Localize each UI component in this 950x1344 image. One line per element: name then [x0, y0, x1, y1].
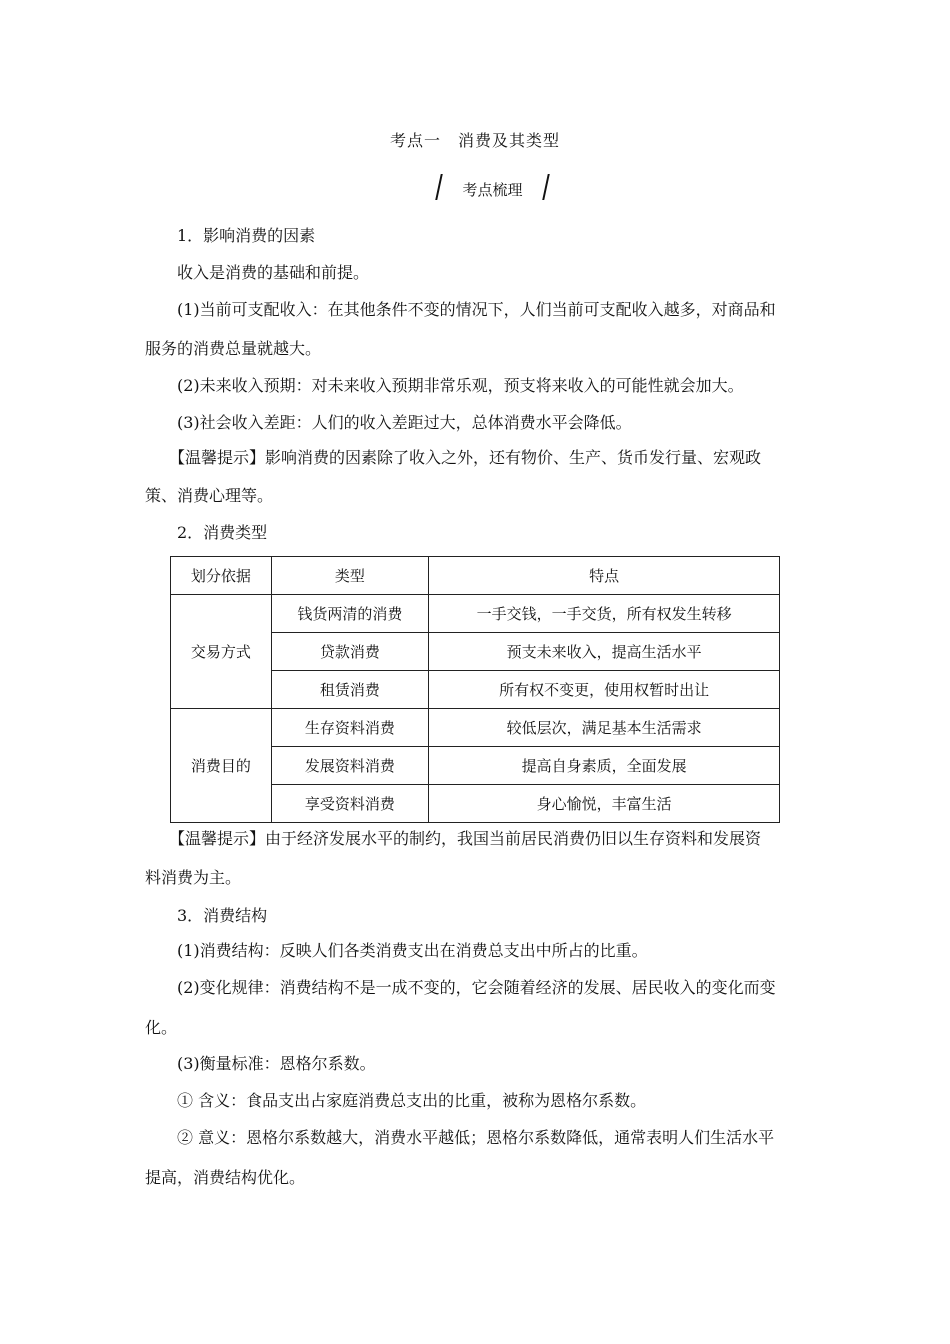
page-title: 考点一 消费及其类型 [389, 131, 560, 150]
table-type-cell: 享受资料消费 [271, 785, 428, 823]
paragraph-current-income-2: 服务的消费总量就越大。 [145, 339, 322, 358]
section-banner [430, 174, 555, 204]
banner-slash-left [435, 174, 443, 200]
table-feature-cell: 身心愉悦，丰富生活 [429, 785, 780, 823]
heading-consumption-factors: 1．影响消费的因素 [177, 226, 316, 245]
section-label: 考点梳理 [462, 180, 523, 199]
table-type-cell: 贷款消费 [271, 633, 428, 671]
table-basis-cell: 交易方式 [171, 595, 272, 709]
paragraph-structure-def: (1)消费结构：反映人们各类消费支出在消费总支出中所占的比重。 [177, 941, 648, 960]
paragraph-current-income-1: (1)当前可支配收入：在其他条件不变的情况下，人们当前可支配收入越多，对商品和 [177, 300, 776, 319]
tip-types-1: 【温馨提示】由于经济发展水平的制约，我国当前居民消费仍旧以生存资料和发展资 [169, 829, 762, 848]
table-feature-cell: 提高自身素质，全面发展 [429, 747, 780, 785]
table-header: 类型 [271, 557, 428, 595]
table-feature-cell: 较低层次，满足基本生活需求 [429, 709, 780, 747]
table-type-cell: 发展资料消费 [271, 747, 428, 785]
table-row [171, 709, 780, 747]
tip-factors-2: 策、消费心理等。 [145, 486, 274, 505]
table-type-cell: 租赁消费 [271, 671, 428, 709]
paragraph-future-income: (2)未来收入预期：对未来收入预期非常乐观，预支将来收入的可能性就会加大。 [177, 376, 744, 395]
table-basis-cell: 消费目的 [171, 709, 272, 823]
paragraph-change-rule-2: 化。 [145, 1018, 178, 1037]
tip-types-2: 料消费为主。 [145, 868, 242, 887]
heading-consumption-structure: 3．消费结构 [177, 906, 268, 925]
table-header: 划分依据 [171, 557, 272, 595]
table-feature-cell: 预支未来收入，提高生活水平 [429, 633, 780, 671]
table-feature-cell: 一手交钱，一手交货，所有权发生转移 [429, 595, 780, 633]
table-row [171, 595, 780, 633]
table-header: 特点 [429, 557, 780, 595]
paragraph-income-basis: 收入是消费的基础和前提。 [177, 263, 370, 282]
banner-slash-right [542, 174, 550, 200]
table-type-cell: 生存资料消费 [271, 709, 428, 747]
paragraph-measure-standard: (3)衡量标准：恩格尔系数。 [177, 1054, 376, 1073]
tip-factors-1: 【温馨提示】影响消费的因素除了收入之外，还有物价、生产、货币发行量、宏观政 [169, 448, 762, 467]
paragraph-income-gap: (3)社会收入差距：人们的收入差距过大，总体消费水平会降低。 [177, 413, 632, 432]
paragraph-engel-significance-2: 提高，消费结构优化。 [145, 1168, 306, 1187]
consumption-types-table [170, 556, 780, 823]
paragraph-engel-significance-1: ② 意义：恩格尔系数越大，消费水平越低；恩格尔系数降低，通常表明人们生活水平 [177, 1128, 775, 1147]
paragraph-change-rule-1: (2)变化规律：消费结构不是一成不变的，它会随着经济的发展、居民收入的变化而变 [177, 978, 776, 997]
table-header-row [171, 557, 780, 595]
paragraph-engel-meaning: ① 含义：食品支出占家庭消费总支出的比重，被称为恩格尔系数。 [177, 1091, 647, 1110]
table-type-cell: 钱货两清的消费 [271, 595, 428, 633]
heading-consumption-types: 2．消费类型 [177, 523, 268, 542]
table-feature-cell: 所有权不变更，使用权暂时出让 [429, 671, 780, 709]
